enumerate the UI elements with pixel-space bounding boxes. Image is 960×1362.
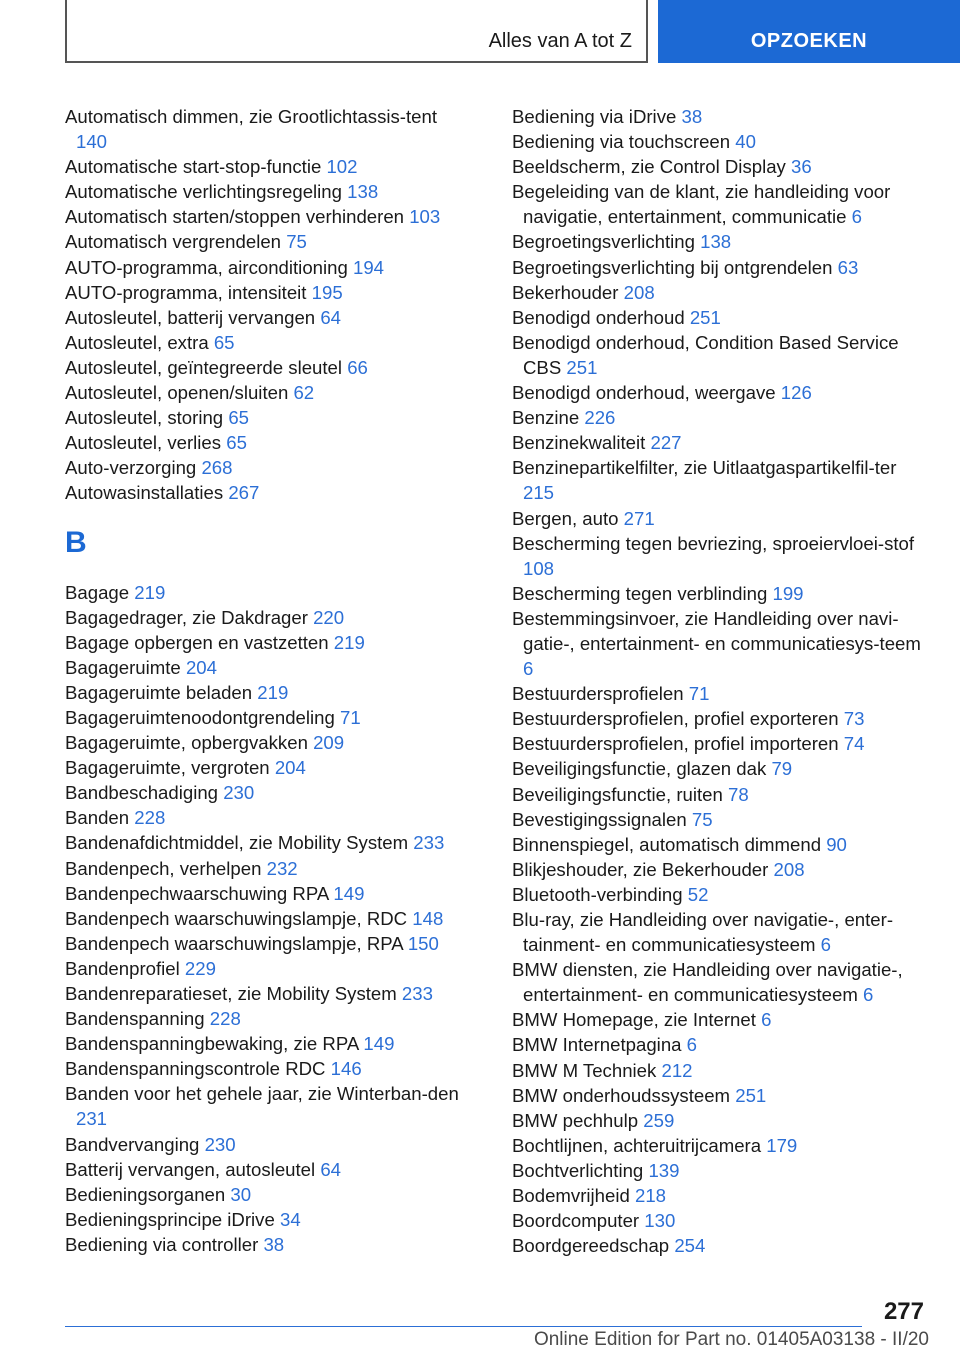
- page-link[interactable]: 6: [820, 934, 831, 956]
- entry-text: Bochtlijnen, achteruitrijcamera: [512, 1134, 762, 1156]
- entry-text: Autosleutel, extra: [65, 331, 209, 353]
- entry-text: AUTO-programma, intensiteit: [65, 281, 307, 303]
- index-entry: [512, 857, 932, 882]
- index-entry: [65, 430, 470, 455]
- page-link[interactable]: 38: [263, 1233, 285, 1255]
- index-entry: [65, 204, 470, 229]
- page-link[interactable]: 228: [209, 1008, 241, 1030]
- page-link[interactable]: 268: [201, 457, 233, 479]
- index-entry: [65, 580, 470, 605]
- search-button[interactable]: [658, 0, 960, 63]
- page-link[interactable]: 251: [735, 1084, 767, 1106]
- index-entry: [512, 1108, 932, 1133]
- entry-text: BMW diensten, zie Handleiding over navigatie-, entertainment- en communicatiesysteem: [512, 959, 903, 1006]
- index-entry: [65, 405, 470, 430]
- index-entry: [512, 581, 932, 606]
- page-link[interactable]: 78: [728, 783, 749, 805]
- index-entry: [512, 756, 932, 781]
- index-entry: [512, 531, 932, 581]
- index-entry: [65, 355, 470, 380]
- page-link[interactable]: 65: [228, 407, 249, 429]
- entry-text: Autosleutel, geïntegreerde sleutel: [65, 356, 343, 378]
- page-link[interactable]: 71: [688, 683, 710, 705]
- page-link[interactable]: 62: [293, 382, 315, 404]
- entry-text: Bandenpech waarschuwingslampje, RPA: [65, 932, 403, 954]
- entry-text: Automatisch dimmen, zie Grootlichtassis-tent: [65, 106, 438, 127]
- index-entry: [65, 956, 470, 981]
- index-entry: [65, 104, 470, 154]
- page-link[interactable]: 6: [851, 206, 863, 228]
- index-entry: [512, 255, 932, 280]
- index-entry: [512, 305, 932, 330]
- page-link[interactable]: 204: [274, 757, 306, 779]
- index-list-a: [65, 104, 470, 506]
- page-link[interactable]: 251: [566, 356, 598, 378]
- entry-text: Bevestigingssignalen: [512, 808, 687, 830]
- index-entry: [65, 280, 470, 305]
- page-link[interactable]: 130: [644, 1210, 676, 1232]
- index-entry: [65, 630, 470, 655]
- page-link[interactable]: 149: [333, 882, 365, 904]
- index-entry: [65, 1132, 470, 1157]
- tab-label: Alles van A tot Z: [488, 30, 632, 52]
- index-entry: [65, 380, 470, 405]
- index-entry: [512, 1183, 932, 1208]
- index-entry: [65, 805, 470, 830]
- index-column-right: [512, 104, 932, 1258]
- index-entry: [65, 730, 470, 755]
- entry-text: Banden voor het gehele jaar, zie Winterban-den: [65, 1083, 459, 1105]
- entry-text: Bandbeschadiging: [65, 782, 219, 804]
- index-entry: [512, 1208, 932, 1233]
- page-link[interactable]: 199: [772, 582, 804, 604]
- entry-text: AUTO-programma, airconditioning: [65, 256, 348, 278]
- page-link[interactable]: 267: [228, 482, 260, 504]
- entry-text: Automatisch vergrendelen: [65, 231, 282, 253]
- index-list-b-continued: [512, 104, 932, 1258]
- index-entry: [512, 832, 932, 857]
- entry-text: Bergen, auto: [512, 507, 619, 529]
- index-entry: [65, 229, 470, 254]
- index-entry: [512, 154, 932, 179]
- entry-text: Bagageruimtenoodontgrendeling: [65, 706, 335, 728]
- index-entry: [512, 1007, 932, 1032]
- page-link[interactable]: 230: [204, 1133, 236, 1155]
- page-link[interactable]: 218: [635, 1185, 667, 1207]
- index-entry: [512, 104, 932, 129]
- index-entry: [65, 305, 470, 330]
- entry-text: Bandenreparatieset, zie Mobility System: [65, 983, 397, 1004]
- entry-text: Bescherming tegen bevriezing, sproeiervloei-stof: [512, 532, 915, 554]
- index-entry: [65, 830, 470, 855]
- entry-text: Bandenspanningbewaking, zie RPA: [65, 1033, 359, 1055]
- page-link[interactable]: 73: [843, 708, 865, 730]
- page-link[interactable]: 179: [766, 1134, 798, 1156]
- entry-text: Blikjeshouder, zie Bekerhouder: [512, 858, 769, 880]
- page-link[interactable]: 75: [691, 808, 713, 830]
- index-entry: [65, 881, 470, 906]
- page-link[interactable]: 226: [584, 407, 616, 429]
- entry-text: Begroetingsverlichting bij ontgrendelen: [512, 256, 833, 278]
- entry-text: Benodigd onderhoud: [512, 306, 685, 328]
- page-link[interactable]: 229: [184, 957, 216, 979]
- page-link[interactable]: 251: [689, 306, 721, 328]
- entry-text: Bandenpechwaarschuwing RPA: [65, 882, 329, 904]
- index-entry: [65, 1232, 470, 1257]
- index-entry: [65, 1031, 470, 1056]
- index-entry: [65, 755, 470, 780]
- entry-text: Bluetooth-verbinding: [512, 883, 683, 905]
- entry-text: Begroetingsverlichting: [512, 231, 695, 253]
- entry-text: Bestuurdersprofielen, profiel exporteren: [512, 708, 839, 730]
- entry-text: BMW M Techniek: [512, 1059, 657, 1081]
- page-link[interactable]: 38: [681, 106, 703, 127]
- index-entry: [512, 129, 932, 154]
- entry-text: Bestuurdersprofielen, profiel importeren: [512, 733, 839, 755]
- page-link[interactable]: 220: [313, 606, 345, 628]
- page-link[interactable]: 138: [700, 231, 732, 253]
- page-link[interactable]: 215: [523, 482, 555, 504]
- entry-text: Automatisch starten/stoppen verhinderen: [65, 206, 405, 228]
- index-entry: [512, 380, 932, 405]
- index-entry: [512, 1032, 932, 1057]
- index-entry: [512, 706, 932, 731]
- index-entry: [512, 229, 932, 254]
- entry-text: Boordcomputer: [512, 1210, 640, 1232]
- page-link[interactable]: 259: [643, 1109, 675, 1131]
- page-link[interactable]: 140: [76, 131, 108, 153]
- page-link[interactable]: 208: [773, 858, 805, 880]
- page-link[interactable]: 102: [326, 156, 358, 178]
- page-link[interactable]: 148: [412, 907, 444, 929]
- page-link[interactable]: 6: [863, 984, 874, 1006]
- page-link[interactable]: 233: [413, 832, 445, 854]
- page-link[interactable]: 219: [257, 681, 289, 703]
- index-entry: [65, 1182, 470, 1207]
- index-entry: [512, 1233, 932, 1258]
- page-link[interactable]: 209: [313, 732, 345, 754]
- page-link[interactable]: 90: [826, 833, 847, 855]
- index-entry: [65, 154, 470, 179]
- page-link[interactable]: 6: [761, 1009, 772, 1031]
- page-link[interactable]: 150: [407, 932, 439, 954]
- entry-text: Batterij vervangen, autosleutel: [65, 1158, 316, 1180]
- entry-text: Autosleutel, openen/sluiten: [65, 382, 289, 404]
- entry-text: Bescherming tegen verblinding: [512, 582, 768, 604]
- search-label: OPZOEKEN: [750, 30, 868, 52]
- page-link[interactable]: 66: [347, 356, 368, 378]
- page-link[interactable]: 228: [134, 807, 166, 829]
- page-link[interactable]: 36: [791, 156, 812, 178]
- entry-text: Binnenspiegel, automatisch dimmend: [512, 833, 822, 855]
- page-link[interactable]: 208: [623, 281, 655, 303]
- index-entry: [512, 1083, 932, 1108]
- page-link[interactable]: 126: [780, 382, 812, 404]
- page-link[interactable]: 6: [686, 1034, 698, 1056]
- entry-text: Beveiligingsfunctie, ruiten: [512, 783, 723, 805]
- index-entry: [512, 405, 932, 430]
- index-entry: [512, 957, 932, 1007]
- index-entry: [512, 782, 932, 807]
- entry-text: Beveiligingsfunctie, glazen dak: [512, 758, 767, 780]
- page-link[interactable]: 231: [76, 1108, 108, 1130]
- entry-text: Autosleutel, batterij vervangen: [65, 306, 316, 328]
- page-link[interactable]: 230: [223, 782, 255, 804]
- page-link[interactable]: 79: [771, 758, 793, 780]
- entry-text: Bediening via controller: [65, 1233, 259, 1255]
- entry-text: Benzine: [512, 407, 580, 429]
- page-link[interactable]: 64: [320, 1158, 341, 1180]
- page-link[interactable]: 227: [650, 432, 682, 454]
- index-entry: [512, 330, 932, 380]
- entry-text: Benzinekwaliteit: [512, 432, 646, 454]
- entry-text: Bandenspanningscontrole RDC: [65, 1058, 326, 1080]
- index-entry: [65, 1207, 470, 1232]
- index-entry: [512, 1058, 932, 1083]
- page-link[interactable]: 108: [523, 557, 555, 579]
- index-entry: [512, 455, 932, 505]
- footer-divider: [65, 1326, 862, 1327]
- entry-text: Benodigd onderhoud, weergave: [512, 382, 776, 404]
- page-link[interactable]: 194: [352, 256, 385, 278]
- entry-text: Autosleutel, verlies: [65, 432, 222, 454]
- index-entry: [65, 330, 470, 355]
- entry-text: Bandenprofiel: [65, 957, 180, 979]
- page-link[interactable]: 71: [340, 706, 361, 728]
- entry-text: Bagageruimte: [65, 656, 181, 678]
- entry-text: BMW Homepage, zie Internet: [512, 1009, 756, 1031]
- entry-text: Bagage opbergen en vastzetten: [65, 631, 329, 653]
- footer-text: Online Edition for Part no. 01405A03138 - II/20: [533, 1329, 929, 1350]
- index-entry: [65, 255, 470, 280]
- entry-text: BMW pechhulp: [512, 1109, 639, 1131]
- index-entry: [512, 430, 932, 455]
- entry-text: Bagagedrager, zie Dakdrager: [65, 606, 308, 628]
- page-link[interactable]: 75: [286, 231, 307, 253]
- index-entry: [65, 1056, 470, 1081]
- page-link[interactable]: 204: [185, 656, 217, 678]
- index-entry: [512, 506, 932, 531]
- entry-text: Blu-ray, zie Handleiding over navigatie-, enter-tainment- en communicatiesysteem: [512, 909, 894, 956]
- page-link[interactable]: 219: [134, 581, 166, 603]
- page-link[interactable]: 139: [648, 1159, 680, 1181]
- page-link[interactable]: 212: [661, 1059, 693, 1081]
- entry-text: Bodemvrijheid: [512, 1185, 630, 1207]
- entry-text: Bagage: [65, 581, 130, 603]
- index-entry: [65, 655, 470, 680]
- index-entry: [65, 1081, 470, 1131]
- index-entry: [65, 455, 470, 480]
- entry-text: Boordgereedschap: [512, 1235, 670, 1257]
- index-entry: [512, 1133, 932, 1158]
- entry-text: Bochtverlichting: [512, 1159, 644, 1181]
- page-link[interactable]: 195: [311, 281, 343, 303]
- entry-text: Autosleutel, storing: [65, 407, 224, 429]
- page-link[interactable]: 74: [843, 733, 865, 755]
- index-entry: [512, 681, 932, 706]
- page-link[interactable]: 64: [320, 306, 341, 328]
- entry-text: Begeleiding van de klant, zie handleiding voor navigatie, entertainment, communicatie: [512, 181, 891, 228]
- entry-text: BMW onderhoudssysteem: [512, 1084, 731, 1106]
- entry-text: BMW Internetpagina: [512, 1034, 682, 1056]
- entry-text: Bagageruimte beladen: [65, 681, 253, 703]
- entry-text: Banden: [65, 807, 130, 829]
- index-column-left: [65, 104, 470, 1257]
- index-entry: [512, 606, 932, 681]
- index-entry: [65, 680, 470, 705]
- index-entry: [65, 906, 470, 931]
- entry-text: Bekerhouder: [512, 281, 619, 303]
- page-link[interactable]: 6: [523, 658, 534, 680]
- page-link[interactable]: 219: [333, 631, 365, 653]
- index-entry: [512, 1158, 932, 1183]
- entry-text: Bediening via touchscreen: [512, 131, 731, 153]
- entry-text: Beeldscherm, zie Control Display: [512, 156, 786, 178]
- index-entry: [65, 780, 470, 805]
- index-entry: [65, 981, 470, 1006]
- index-entry: [65, 480, 470, 505]
- entry-text: Autowasinstallaties: [65, 482, 224, 504]
- entry-text: Bediening via iDrive: [512, 106, 677, 127]
- page-link[interactable]: 103: [409, 206, 441, 228]
- section-letter: B: [65, 525, 87, 559]
- entry-text: Bedieningsprincipe iDrive: [65, 1208, 275, 1230]
- page-link[interactable]: 34: [279, 1208, 301, 1230]
- index-entry: [65, 605, 470, 630]
- entry-text: Bestuurdersprofielen: [512, 683, 684, 705]
- entry-text: Bagageruimte, vergroten: [65, 757, 270, 779]
- index-entry: [512, 807, 932, 832]
- tab-alles-van-a-tot-z[interactable]: [65, 0, 648, 63]
- page-link[interactable]: 271: [623, 507, 655, 529]
- index-entry: [65, 931, 470, 956]
- page-link[interactable]: 52: [687, 883, 709, 905]
- page-link[interactable]: 254: [674, 1235, 706, 1257]
- entry-text: Automatische verlichtingsregeling: [65, 181, 342, 203]
- entry-text: Bedieningsorganen: [65, 1183, 226, 1205]
- page-link[interactable]: 40: [735, 131, 756, 153]
- index-entry: [512, 907, 932, 957]
- entry-text: Bandenpech waarschuwingslampje, RDC: [65, 907, 408, 929]
- index-entry: [65, 179, 470, 204]
- index-entry: [512, 731, 932, 756]
- index-entry: [65, 1157, 470, 1182]
- entry-text: Bestemmingsinvoer, zie Handleiding over navi-gatie-, entertainment- en communicatiesys-teem: [512, 607, 921, 654]
- index-entry: [65, 1006, 470, 1031]
- index-entry: [65, 856, 470, 881]
- entry-text: Benzinepartikelfilter, zie Uitlaatgaspartikelfil-ter: [512, 457, 897, 479]
- page-link[interactable]: 146: [330, 1058, 362, 1080]
- entry-text: Automatische start-stop-functie: [65, 156, 322, 178]
- page-link[interactable]: 65: [226, 432, 247, 454]
- entry-text: Bandenafdichtmiddel, zie Mobility System: [65, 832, 409, 854]
- page-link[interactable]: 232: [266, 857, 298, 879]
- entry-text: Bandenspanning: [65, 1008, 205, 1030]
- page-link[interactable]: 63: [837, 256, 859, 278]
- index-entry: [65, 705, 470, 730]
- entry-text: Auto-verzorging: [65, 457, 197, 479]
- entry-text: Bandvervanging: [65, 1133, 200, 1155]
- page-link[interactable]: 149: [363, 1033, 395, 1055]
- page-link[interactable]: 233: [401, 983, 433, 1004]
- index-entry: [512, 280, 932, 305]
- entry-text: Benodigd onderhoud, Condition Based Service CBS: [512, 331, 899, 378]
- index-list-b: [65, 580, 470, 1258]
- index-entry: [512, 882, 932, 907]
- page-number: 277: [883, 1298, 924, 1325]
- page-link[interactable]: 30: [230, 1183, 252, 1205]
- entry-text: Bandenpech, verhelpen: [65, 857, 262, 879]
- page-link[interactable]: 65: [213, 331, 235, 353]
- index-entry: [512, 179, 932, 229]
- entry-text: Bagageruimte, opbergvakken: [65, 732, 308, 754]
- page-link[interactable]: 138: [347, 181, 379, 203]
